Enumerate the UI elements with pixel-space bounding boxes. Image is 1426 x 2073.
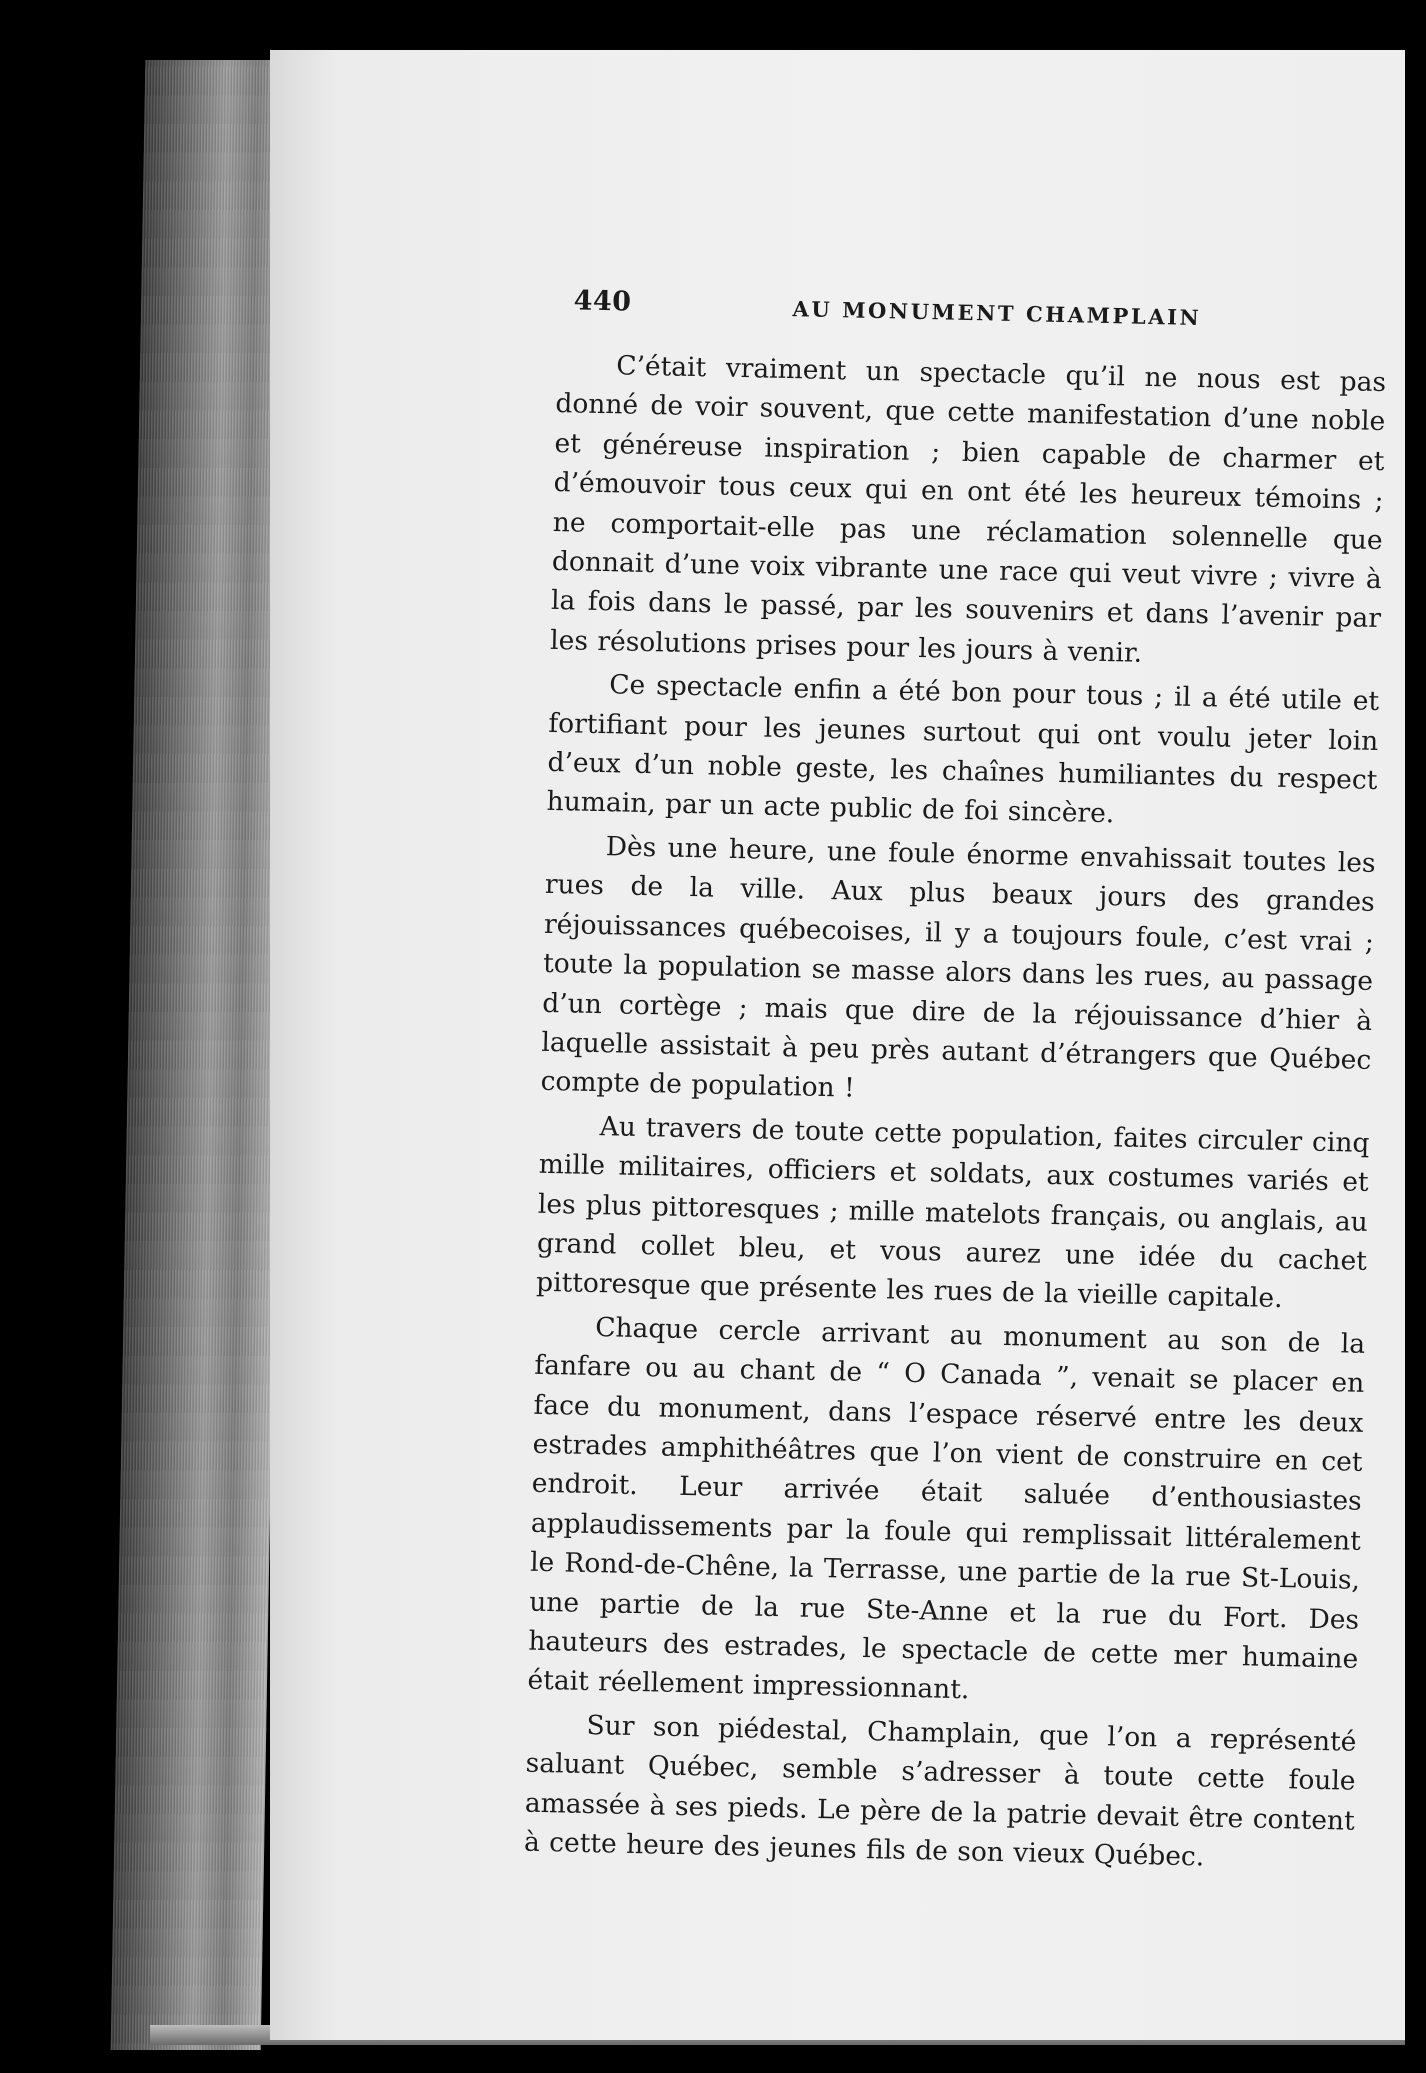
page-number: 440 xyxy=(573,285,632,318)
running-title: AU MONUMENT CHAMPLAIN xyxy=(792,296,1202,331)
text-block xyxy=(523,285,1388,1873)
paragraph-2: Ce spectacle enfin a été bon pour tous ; il a été utile et fortifiant pour les jeunes surtout qui ont voulu jeter loin d’eux d’un noble geste, les chaînes humiliantes du respect humain, par un acte public de foi sincère. xyxy=(546,669,1380,830)
book-page-edges xyxy=(111,60,296,2050)
paragraph-4: Au travers de toute cette population, faites circuler cinq mille militaires, officiers et soldats, aux costumes variés et les plus pittoresques ; mille matelots français, ou anglais, au grand collet bleu, et vous aurez une idée du cachet pittoresque que présente les rues de la vieille capitale. xyxy=(535,1110,1370,1315)
paragraph-6: Sur son piédestal, Champlain, que l’on a représenté saluant Québec, semble s’adresser à toute cette foule amassée à ses pieds. Le père de la patrie devait être content à cette heure des jeunes fils de son vieux Québec. xyxy=(523,1709,1357,1873)
paragraph-5: Chaque cercle arrivant au monument au son de la fanfare ou au chant de “ O Canada ”, venait se placer en face du monument, dans l’espace réservé entre les deux estrades amphithéâtres que l’on vient de construire en cet endroit. Leur arrivée était saluée d’enthousiastes applaudissements par la foule qui remplissait littéralement le Rond-de-Chêne, la Terrasse, une partie de la rue St-Louis, une partie de la rue Ste-Anne et la rue du Fort. Des hauteurs des estrades, le spectacle de cette mer humaine était réellement impressionnant. xyxy=(527,1311,1366,1706)
paragraph-3: Dès une heure, une foule énorme envahissait toutes les rues de la ville. Aux plus beaux jours des grandes réjouissances québecoises, il y a toujours foule, c’est vrai ; toute la population se masse alors dans les rues, au passage d’un cortège ; mais que dire de la réjouissance d’hier à laquelle assistait à peu près autant d’étrangers que Québec compte de population ! xyxy=(540,831,1376,1104)
paragraph-1: C’était vraiment un spectacle qu’il ne nous est pas donné de voir souvent, que cette manifestation d’une noble et généreuse inspiration ; bien capable de charmer et d’émouvoir tous ceux qui en ont été les heureux témoins ; ne comportait-elle pas une réclamation solennelle que donnait d’une voix vibrante une race qui veut vivre ; vivre à la fois dans le passé, par les souvenirs et dans l’avenir par les résolutions prises pour les jours à venir. xyxy=(549,350,1387,669)
